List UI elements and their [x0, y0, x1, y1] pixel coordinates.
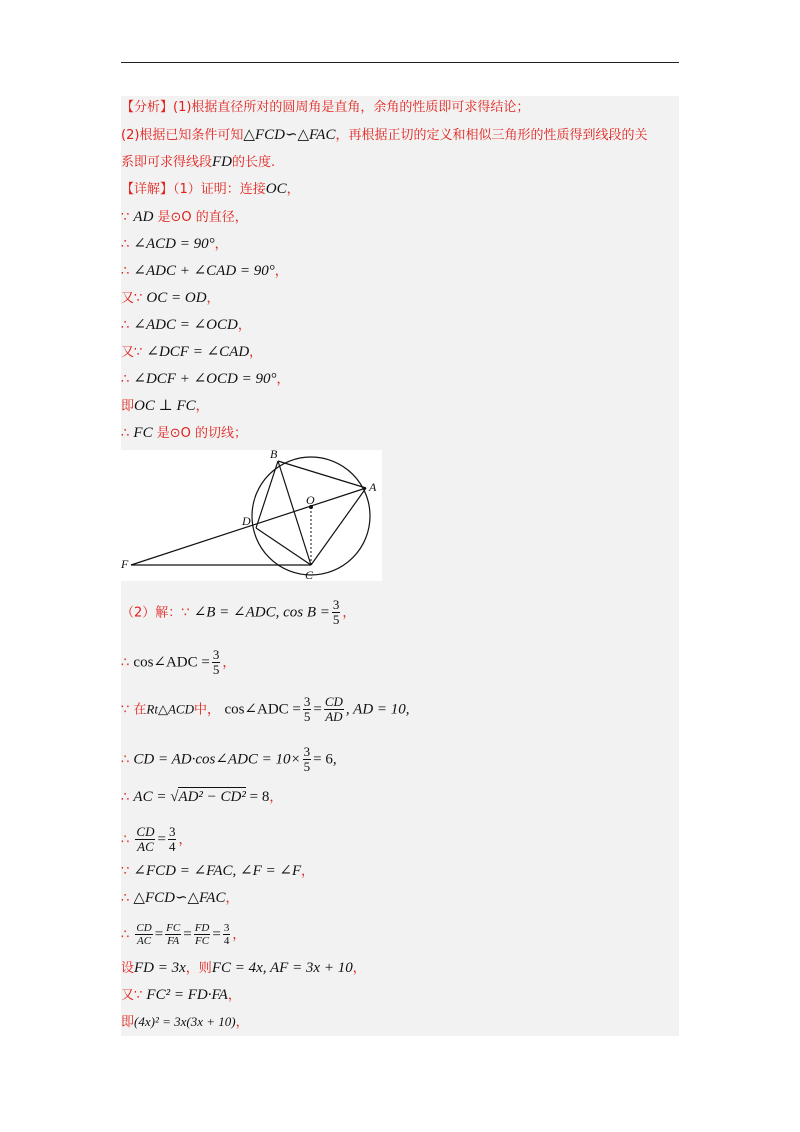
header-rule: [121, 62, 679, 63]
analysis-tag: 【分析】: [121, 100, 174, 115]
segment-ac: [311, 488, 366, 565]
label-d: D: [242, 514, 251, 528]
solution-line-7: ∵ ∠FCD = ∠FAC, ∠F = ∠F，: [121, 863, 315, 879]
proof-step-2: ∴ ∠ACD = 90°，: [121, 236, 228, 252]
proof-step-6: 又∵ ∠DCF = ∠CAD，: [121, 344, 263, 360]
proof-step-1: ∵ AD 是⊙O 的直径，: [121, 209, 248, 225]
circle-tangent-diagram: [121, 450, 382, 581]
segment-dc: [256, 528, 311, 565]
fraction: $\frac{3}{5}$: [303, 694, 311, 724]
solution-line-3: ∵ 在Rt△ACD中， cos∠ADC = $\frac{3}{5}$ = $\frac{CD}{AD}$ , AD = 10,: [121, 694, 410, 724]
fraction: $\frac{3}{5}$: [212, 647, 220, 677]
solution-line-6: ∴ $\frac{CD}{AC}$ = $\frac{3}{4}$ ，: [121, 824, 192, 854]
solution-line-9: ∴ $\frac{CD}{AC}$ = $\frac{FC}{FA}$ = $\frac{FD}{FC}$ = $\frac{3}{4}$ ，: [121, 922, 246, 947]
label-a: A: [369, 480, 377, 494]
analysis-line-2: (2)根据已知条件可知△FCD∽△FAC，再根据正切的定义和相似三角形的性质得到线段的关: [121, 127, 648, 143]
proof-step-4: 又∵ OC = OD，: [121, 290, 220, 306]
proof-step-3: ∴ ∠ADC + ∠CAD = 90°，: [121, 263, 288, 279]
fraction: $\frac{FC}{FA}$: [166, 922, 181, 947]
detail-intro: 【详解】（1）证明：连接OC，: [121, 181, 300, 197]
solution-line-11: 又∵ FC² = FD·FA，: [121, 987, 241, 1003]
analysis-line-1: 【分析】(1)根据直径所对的圆周角是直角，余角的性质即可求得结论；: [121, 100, 530, 115]
segment-bc: [278, 461, 311, 565]
analysis-line-3: 系即可求得线段FD的长度.: [121, 154, 276, 170]
fraction: $\frac{CD}{AC}$: [136, 824, 155, 854]
proof-step-8: 即OC ⊥ FC，: [121, 398, 209, 414]
geometry-figure: [121, 450, 382, 581]
proof-step-9: ∴ FC 是⊙O 的切线；: [121, 425, 247, 441]
solution-line-1: （2）解：∵ ∠B = ∠ADC, cos B = $\frac{3}{5}$ ，: [121, 597, 356, 627]
fraction: $\frac{3}{4}$: [223, 922, 230, 947]
fraction: $\frac{FD}{FC}$: [194, 922, 210, 947]
fraction: $\frac{CD}{AC}$: [136, 922, 152, 947]
solution-line-10: 设FD = 3x，则FC = 4x, AF = 3x + 10，: [121, 960, 366, 976]
solution-line-4: ∴ CD = AD·cos∠ADC = 10× $\frac{3}{5}$ = 6,: [121, 744, 337, 774]
fraction: $\frac{3}{4}$: [168, 824, 176, 854]
label-o: O: [306, 493, 315, 507]
solution-line-2: ∴ cos∠ADC = $\frac{3}{5}$ ，: [121, 647, 236, 677]
fraction: $\frac{3}{5}$: [332, 597, 340, 627]
proof-step-5: ∴ ∠ADC = ∠OCD，: [121, 317, 251, 333]
label-b: B: [270, 450, 278, 461]
fraction: $\frac{3}{5}$: [303, 744, 311, 774]
proof-step-7: ∴ ∠DCF + ∠OCD = 90°，: [121, 371, 290, 387]
solution-line-8: ∴ △FCD∽△FAC，: [121, 890, 239, 906]
label-f: F: [121, 557, 129, 571]
label-c: C: [305, 568, 314, 581]
detail-tag: 【详解】: [121, 182, 174, 197]
solution-line-5: ∴ AC = √AD² − CD² = 8，: [121, 789, 283, 805]
fraction: $\frac{CD}{AD}$: [324, 694, 343, 724]
solution-line-12: 即(4x)² = 3x(3x + 10)，: [121, 1014, 249, 1030]
